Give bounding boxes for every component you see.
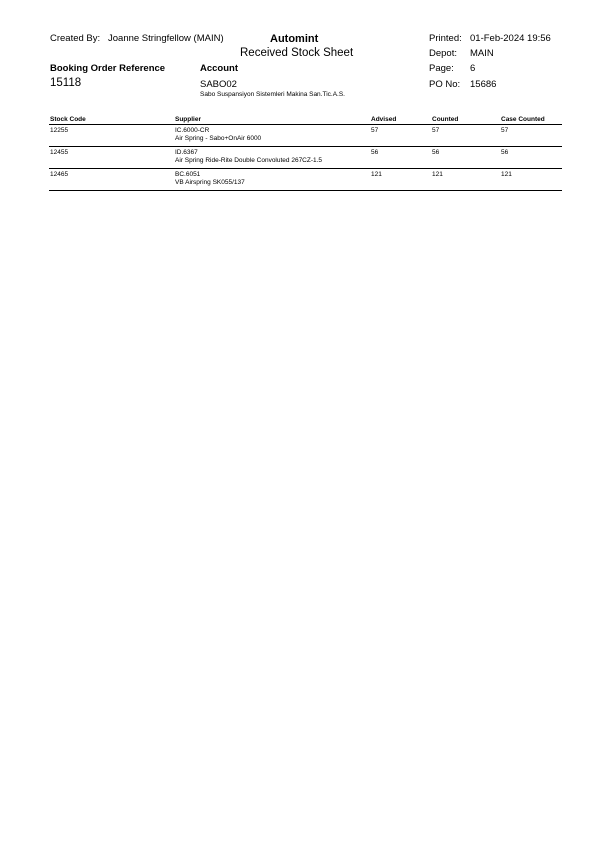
po-value: 15686: [470, 79, 497, 90]
page-label: Page:: [429, 63, 454, 74]
cell-stock-code: 12455: [49, 147, 174, 169]
table-header-row: [49, 114, 562, 125]
po-label: PO No:: [429, 79, 461, 90]
account-code: SABO02: [200, 79, 237, 90]
printed-label: Printed:: [429, 33, 462, 44]
booking-ref-label: Booking Order Reference: [50, 63, 166, 74]
col-header-counted: Counted: [431, 114, 500, 125]
account-label: Account: [200, 63, 238, 74]
cell-case-counted: 121: [500, 169, 562, 191]
stock-table: [49, 114, 562, 191]
cell-stock-code: 12465: [49, 169, 174, 191]
cell-advised: 56: [370, 147, 431, 169]
supplier-code: BC.6051: [175, 171, 201, 178]
cell-counted: 57: [431, 125, 500, 147]
supplier-code: ID.6367: [175, 149, 198, 156]
supplier-description: VB Airspring SK055/137: [175, 179, 245, 186]
booking-ref-value: 15118: [50, 77, 82, 89]
table-row: [49, 147, 562, 169]
depot-value: MAIN: [470, 48, 494, 59]
supplier-description: Air Spring - Sabo+OnAir 6000: [175, 135, 262, 142]
cell-advised: 57: [370, 125, 431, 147]
depot-label: Depot:: [429, 48, 457, 59]
cell-stock-code: 12255: [49, 125, 174, 147]
cell-advised: 121: [370, 169, 431, 191]
col-header-stock-code: Stock Code: [49, 114, 174, 125]
cell-supplier: [174, 125, 370, 147]
cell-supplier: [174, 147, 370, 169]
cell-supplier: [174, 169, 370, 191]
document-title: Received Stock Sheet: [240, 47, 354, 59]
table-row: [49, 169, 562, 191]
created-by-label: Created By:: [50, 33, 101, 44]
account-name: Sabo Suspansiyon Sistemleri Makina San.Tic.A.S.: [200, 91, 345, 98]
supplier-description: Air Spring Ride-Rite Double Convoluted 267CZ-1.5: [175, 157, 323, 164]
table-row: [49, 125, 562, 147]
cell-case-counted: 57: [500, 125, 562, 147]
company-name: Automint: [270, 33, 319, 45]
col-header-case-counted: Case Counted: [500, 114, 562, 125]
page-value: 6: [470, 63, 476, 74]
cell-case-counted: 56: [500, 147, 562, 169]
col-header-supplier: Supplier: [174, 114, 370, 125]
created-by-value: Joanne Stringfellow (MAIN): [108, 33, 224, 44]
cell-counted: 56: [431, 147, 500, 169]
printed-value: 01-Feb-2024 19:56: [470, 33, 551, 44]
col-header-advised: Advised: [370, 114, 431, 125]
supplier-code: IC.6000-CR: [175, 127, 210, 134]
cell-counted: 121: [431, 169, 500, 191]
